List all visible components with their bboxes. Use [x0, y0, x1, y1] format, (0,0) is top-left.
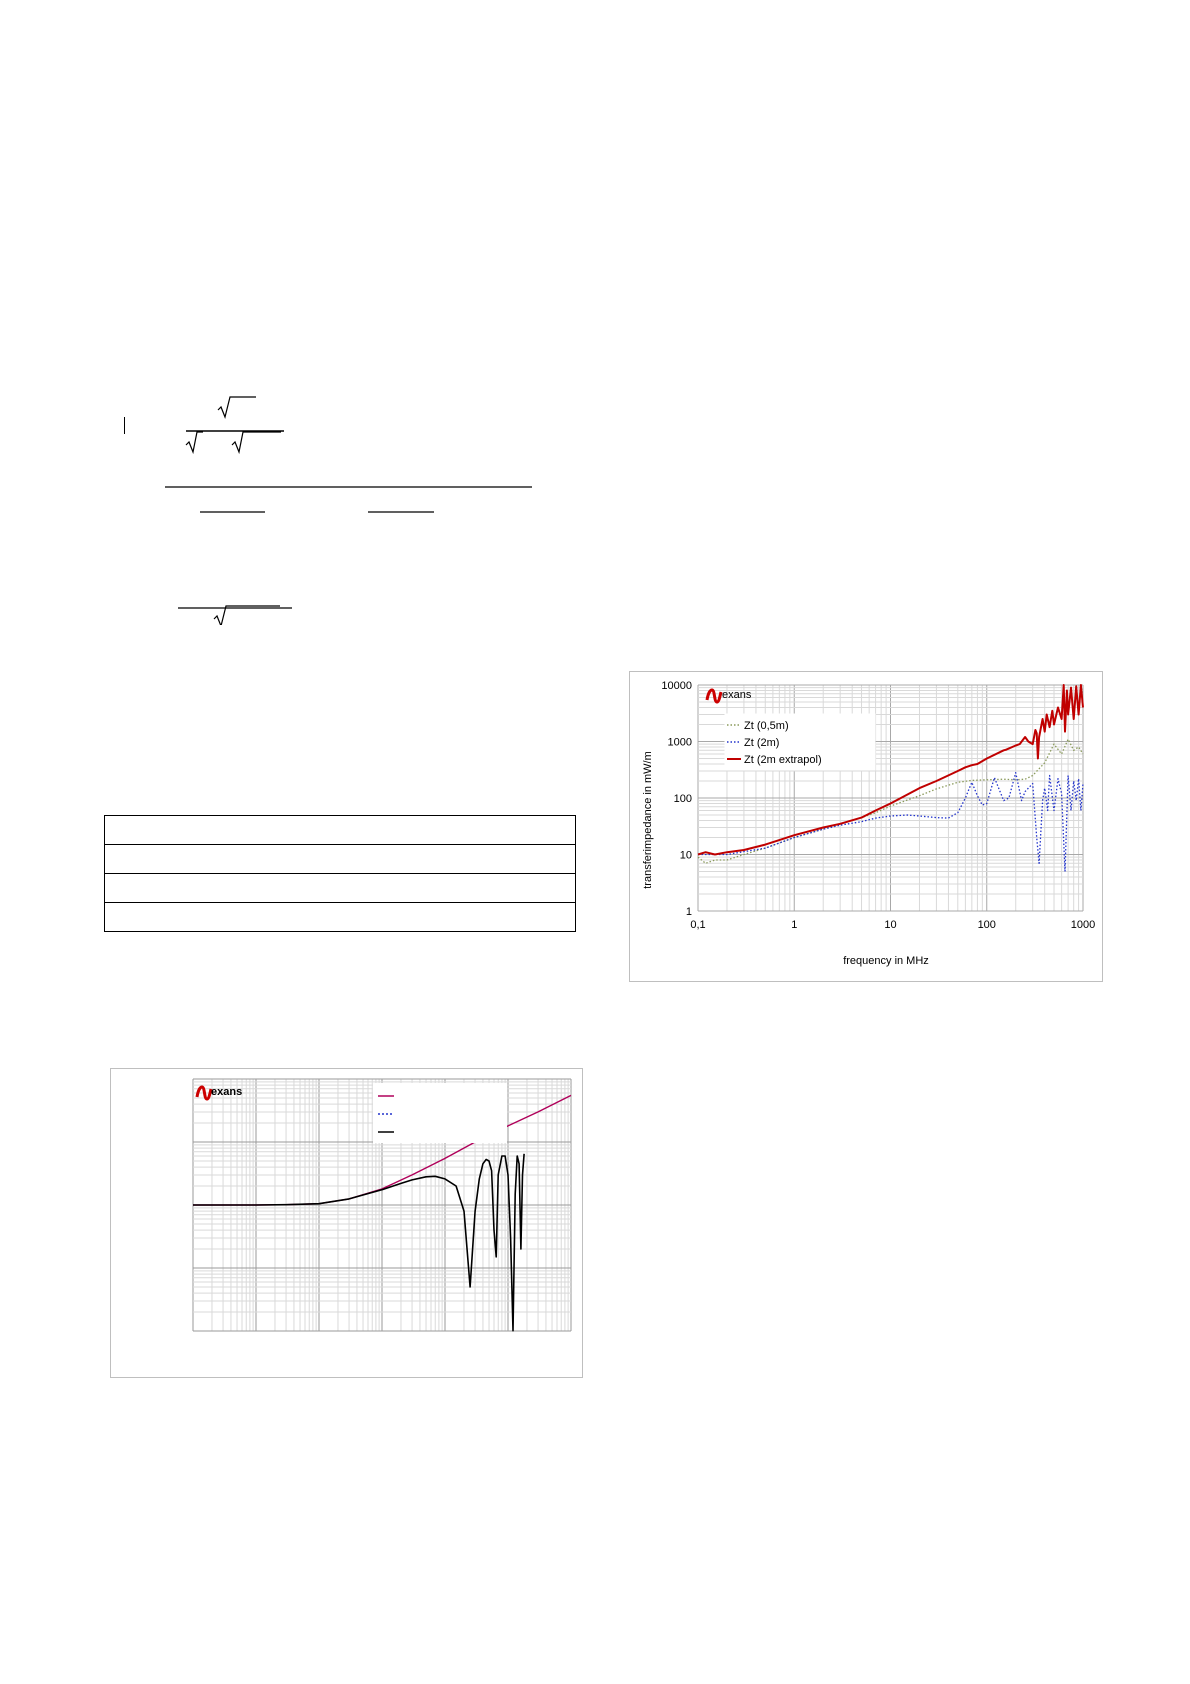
y-tick-label: 1000 — [667, 736, 692, 749]
x-tick-label: 1000 — [1070, 919, 1096, 931]
y-tick-label: 1 — [685, 906, 692, 918]
analytical-chart — [110, 1068, 583, 1378]
transfer-impedance-plot — [630, 672, 1102, 981]
transfer-impedance-chart — [629, 671, 1103, 982]
legend-box — [373, 1083, 507, 1143]
radical-sign — [232, 432, 281, 452]
legend-label-zt-05m: Zt (0,5m) — [744, 720, 789, 732]
table-cell — [105, 903, 576, 932]
radical-sign — [214, 606, 280, 625]
y-tick-label: 10000 — [661, 680, 692, 692]
table-row — [105, 845, 576, 874]
legend-label-zt-2m-extrapol: Zt (2m extrapol) — [744, 754, 822, 766]
radical-sign — [218, 397, 256, 417]
logo-text: exans — [211, 1086, 243, 1098]
logo-text: exans — [722, 689, 752, 701]
series-line-3 — [193, 1154, 524, 1331]
y-tick-label: 100 — [673, 793, 692, 805]
table-row — [105, 903, 576, 932]
table-row — [105, 874, 576, 903]
logo-mark — [707, 690, 721, 702]
table-row — [105, 816, 576, 845]
legend — [725, 714, 875, 770]
y-tick-label: 10 — [679, 849, 692, 862]
x-tick-label: 1 — [791, 919, 798, 931]
y-axis-label: transferimpedance in mW/m — [642, 751, 654, 889]
x-tick-label: 0,1 — [690, 919, 706, 931]
data-table — [104, 815, 576, 932]
x-tick-label: 10 — [884, 919, 897, 931]
radical-sign — [186, 432, 203, 452]
legend — [373, 1083, 507, 1143]
nexans-logo — [197, 1086, 242, 1099]
analytical-plot — [111, 1069, 582, 1377]
fraction-1 — [165, 397, 532, 625]
legend-label-zt-2m: Zt (2m) — [744, 737, 780, 749]
nexans-logo — [707, 689, 752, 702]
table-cell — [105, 874, 576, 903]
table-cell — [105, 816, 576, 845]
x-tick-label: 100 — [977, 919, 996, 931]
x-axis-label: frequency in MHz — [843, 955, 929, 967]
table-cell — [105, 845, 576, 874]
formula-radicals — [0, 395, 600, 625]
